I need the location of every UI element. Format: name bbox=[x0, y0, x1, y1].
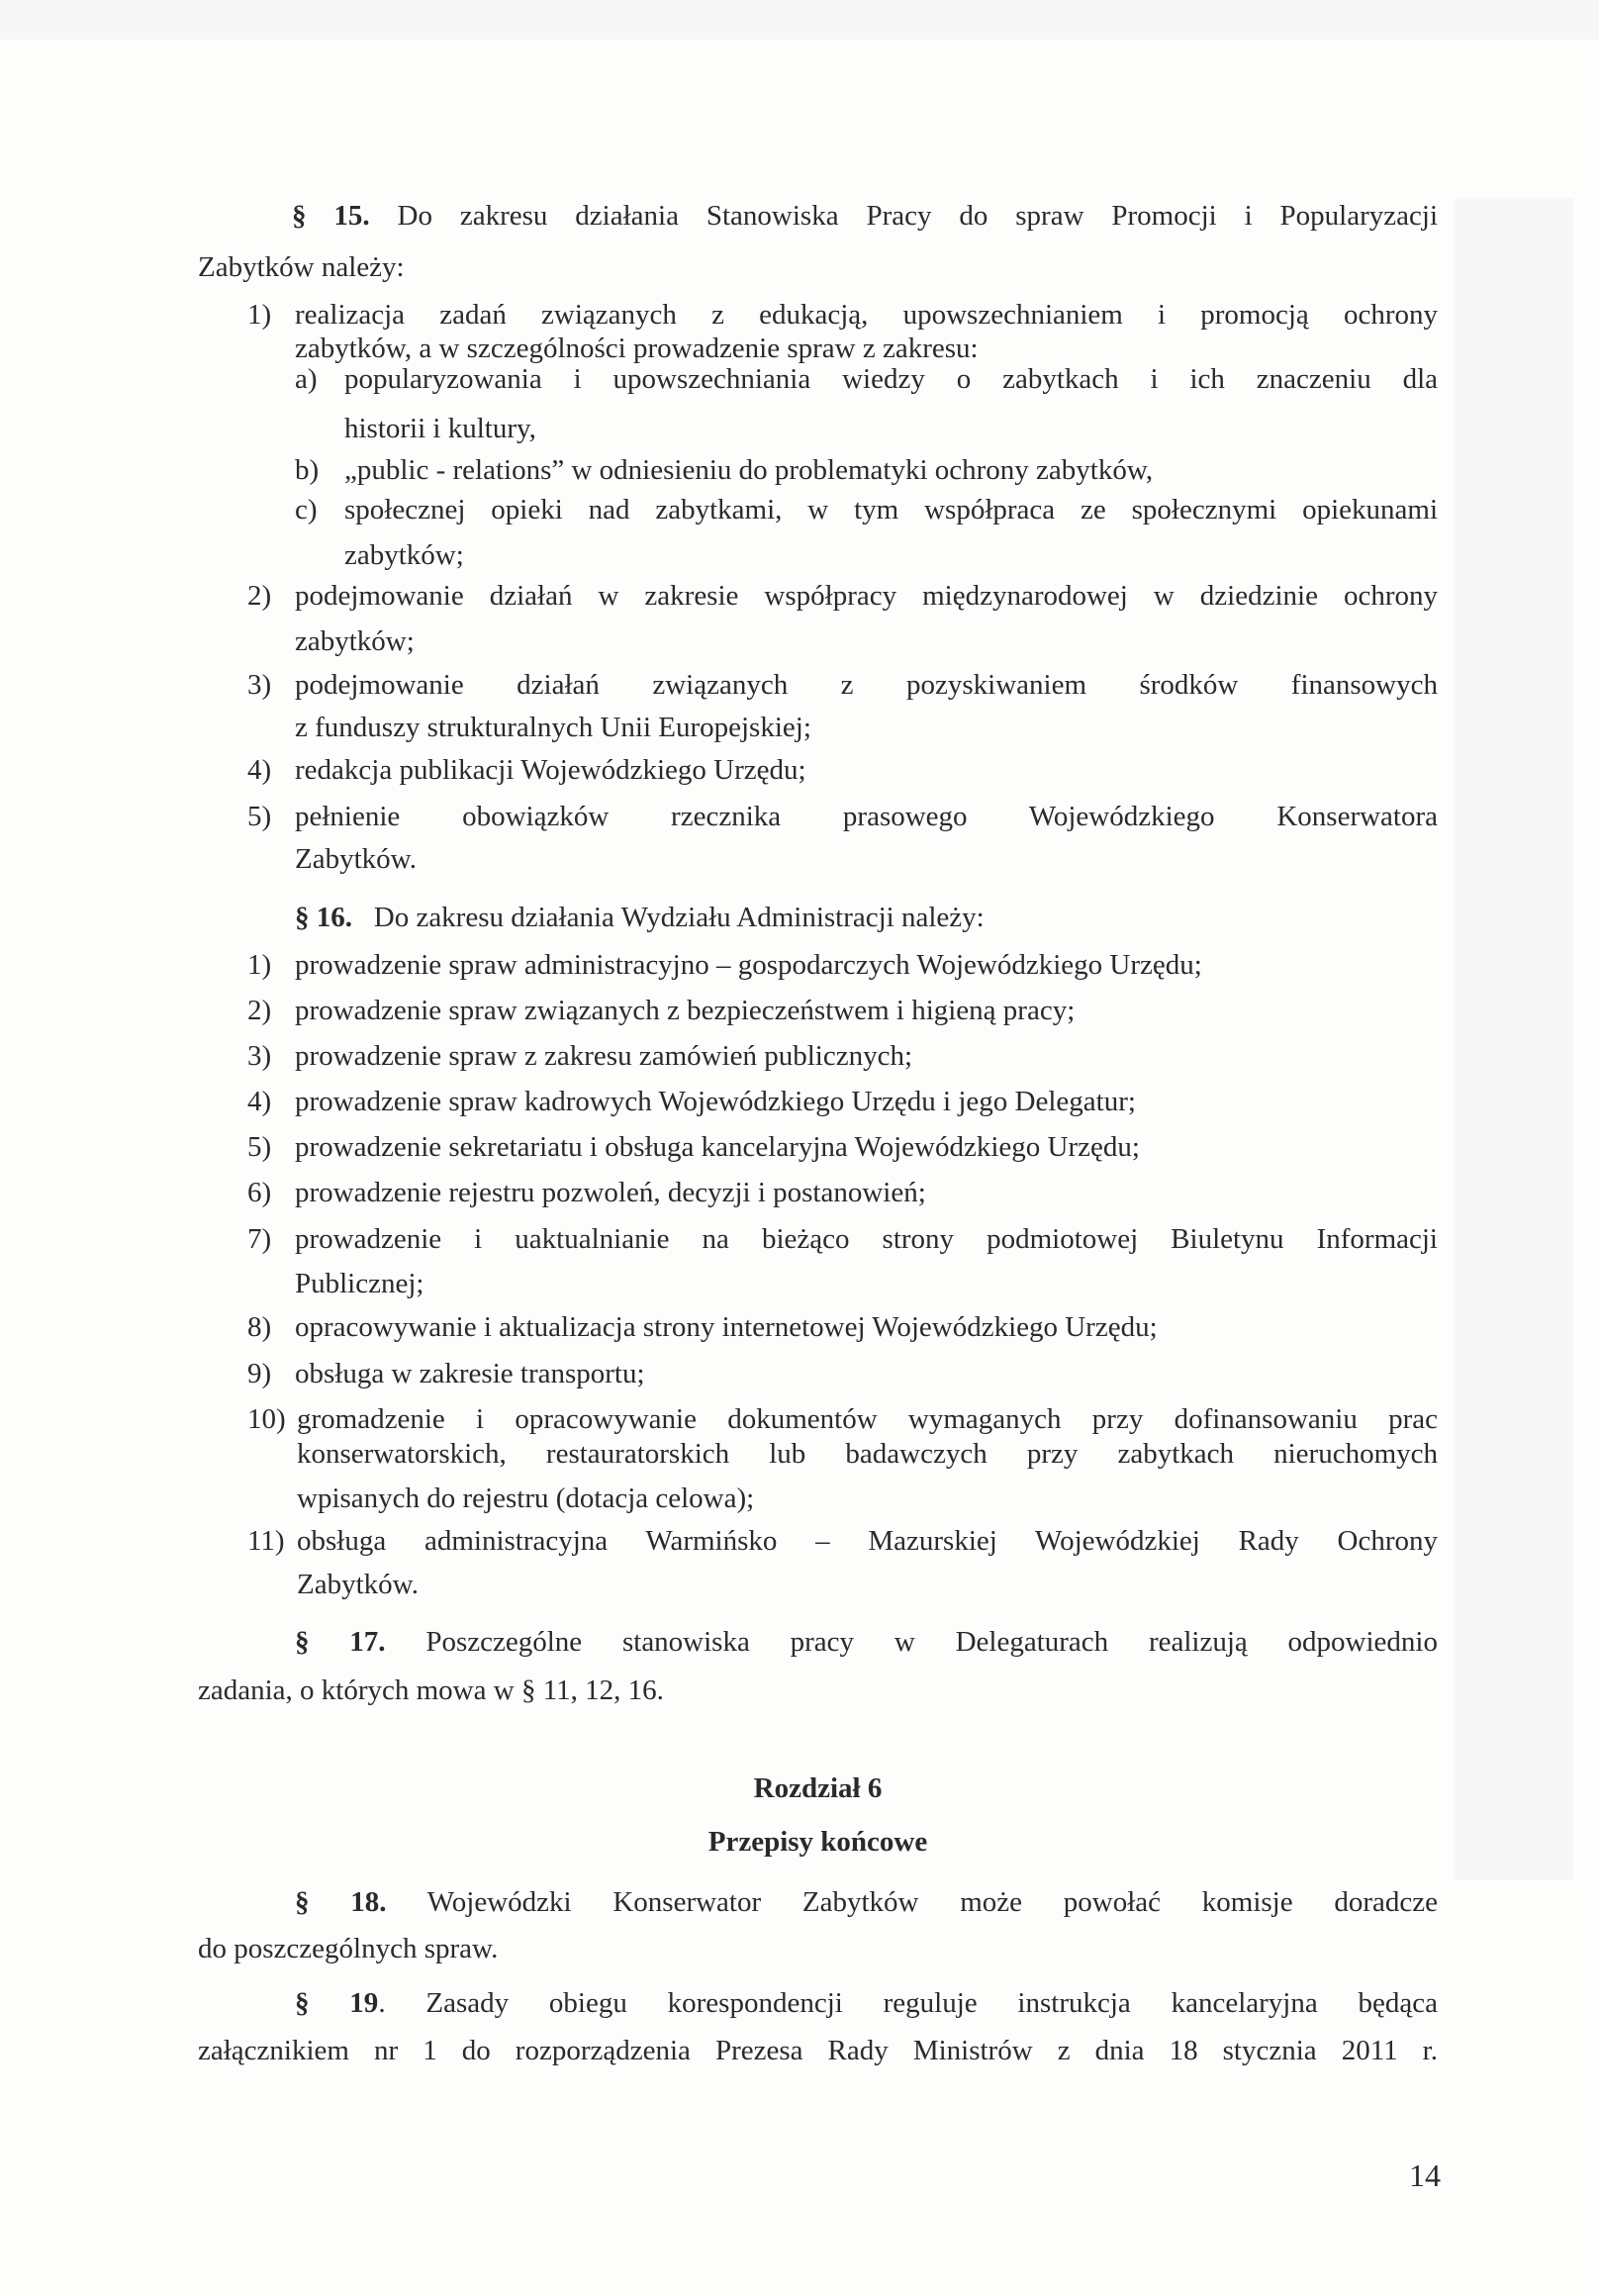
page-number: 14 bbox=[1409, 2157, 1441, 2193]
list-item-text: pełnienie obowiązków rzecznika prasowego Wojewódzkiego Konserwatora bbox=[295, 801, 1438, 832]
list-item-text: z funduszy strukturalnych Unii Europejskiej; bbox=[295, 712, 811, 743]
list-item-text: podejmowanie działań związanych z pozyskiwaniem środków finansowych bbox=[295, 669, 1438, 701]
sublist-item-text: historii i kultury, bbox=[344, 413, 536, 444]
paragraph-18-first-line bbox=[295, 1882, 1438, 1922]
list-number: 1) bbox=[247, 299, 272, 331]
scan-bleed-through bbox=[1455, 198, 1573, 1880]
list-item-text: realizacja zadań związanych z edukacją, upowszechnianiem i promocją ochrony bbox=[295, 299, 1438, 331]
list-item-text: prowadzenie spraw administracyjno – gospodarczych Wojewódzkiego Urzędu; bbox=[295, 949, 1202, 981]
paragraph-mark: § 15. bbox=[292, 200, 370, 232]
list-item-text: prowadzenie sekretariatu i obsługa kancelaryjna Wojewódzkiego Urzędu; bbox=[295, 1131, 1140, 1163]
paragraph-text: Do zakresu działania Stanowiska Pracy do spraw Promocji i Popularyzacji bbox=[397, 200, 1438, 232]
list-item-text: Zabytków. bbox=[297, 1569, 419, 1600]
list-item-text: redakcja publikacji Wojewódzkiego Urzędu; bbox=[295, 754, 806, 786]
list-number: 3) bbox=[247, 669, 272, 701]
sublist-item-text: „public - relations” w odniesieniu do problematyki ochrony zabytków, bbox=[344, 454, 1154, 486]
paragraph-16-first-line bbox=[295, 898, 985, 937]
paragraph-mark: § 16. bbox=[295, 902, 352, 933]
list-number: 1) bbox=[247, 949, 272, 981]
list-number: 8) bbox=[247, 1311, 272, 1343]
scan-bleed-through bbox=[0, 0, 1599, 40]
list-number: 6) bbox=[247, 1177, 272, 1208]
paragraph-15-first-line bbox=[292, 196, 1438, 236]
list-number: 7) bbox=[247, 1223, 272, 1255]
paragraph-text: Do zakresu działania Wydziału Administracji należy: bbox=[373, 902, 985, 933]
list-item-text: obsługa w zakresie transportu; bbox=[295, 1358, 645, 1389]
list-item-text: gromadzenie i opracowywanie dokumentów wymaganych przy dofinansowaniu prac bbox=[297, 1403, 1438, 1435]
sublist-item-text: popularyzowania i upowszechniania wiedzy o zabytkach i ich znaczeniu dla bbox=[344, 363, 1438, 395]
list-number: 4) bbox=[247, 754, 272, 786]
paragraph-text: Zasady obiegu korespondencji reguluje instrukcja kancelaryjna będąca bbox=[425, 1987, 1438, 2019]
list-number: 2) bbox=[247, 580, 272, 612]
paragraph-text: do poszczególnych spraw. bbox=[198, 1933, 499, 1964]
paragraph-mark: § 19 bbox=[295, 1987, 379, 2019]
paragraph-text: Poszczególne stanowiska pracy w Delegaturach realizują odpowiednio bbox=[425, 1626, 1438, 1658]
list-item-text: opracowywanie i aktualizacja strony internetowej Wojewódzkiego Urzędu; bbox=[295, 1311, 1158, 1343]
list-item-text: zabytków, a w szczególności prowadzenie spraw z zakresu: bbox=[295, 333, 979, 364]
list-item-text: prowadzenie rejestru pozwoleń, decyzji i postanowień; bbox=[295, 1177, 926, 1208]
list-number: 10) bbox=[247, 1403, 286, 1435]
list-item-text: prowadzenie i uaktualnianie na bieżąco strony podmiotowej Biuletynu Informacji bbox=[295, 1223, 1438, 1255]
paragraph-19-first-line bbox=[295, 1983, 1438, 2023]
list-item-text: konserwatorskich, restauratorskich lub badawczych przy zabytkach nieruchomych bbox=[297, 1438, 1438, 1470]
list-item-text: podejmowanie działań w zakresie współpracy międzynarodowej w dziedzinie ochrony bbox=[295, 580, 1438, 612]
list-item-text: obsługa administracyjna Warmińsko – Mazurskiej Wojewódzkiej Rady Ochrony bbox=[297, 1525, 1438, 1557]
sublist-letter: c) bbox=[295, 494, 318, 526]
list-item-text: prowadzenie spraw związanych z bezpieczeństwem i higieną pracy; bbox=[295, 995, 1076, 1026]
list-item-text: Zabytków. bbox=[295, 843, 417, 875]
sublist-item-text: zabytków; bbox=[344, 539, 464, 571]
paragraph-mark-punct: . bbox=[378, 1987, 386, 2019]
list-number: 5) bbox=[247, 801, 272, 832]
paragraph-text: Zabytków należy: bbox=[198, 251, 405, 283]
list-item-text: prowadzenie spraw kadrowych Wojewódzkiego Urzędu i jego Delegatur; bbox=[295, 1086, 1136, 1117]
paragraph-mark: § 18. bbox=[295, 1886, 387, 1918]
list-item-text: prowadzenie spraw z zakresu zamówień publicznych; bbox=[295, 1040, 913, 1072]
sublist-letter: a) bbox=[295, 363, 318, 395]
list-number: 9) bbox=[247, 1358, 272, 1389]
paragraph-17-first-line bbox=[295, 1622, 1438, 1662]
list-number: 11) bbox=[247, 1525, 285, 1557]
list-number: 3) bbox=[247, 1040, 272, 1072]
list-item-text: wpisanych do rejestru (dotacja celowa); bbox=[297, 1483, 755, 1514]
list-item-text: Publicznej; bbox=[295, 1268, 424, 1299]
list-item-text: zabytków; bbox=[295, 625, 415, 657]
list-number: 2) bbox=[247, 995, 272, 1026]
paragraph-text: Wojewódzki Konserwator Zabytków może powołać komisje doradcze bbox=[426, 1886, 1438, 1918]
list-number: 4) bbox=[247, 1086, 272, 1117]
sublist-item-text: społecznej opieki nad zabytkami, w tym współpraca ze społecznymi opiekunami bbox=[344, 494, 1438, 526]
paragraph-text: załącznikiem nr 1 do rozporządzenia Prezesa Rady Ministrów z dnia 18 stycznia 2011 r. bbox=[198, 2035, 1438, 2066]
paragraph-text: zadania, o których mowa w § 11, 12, 16. bbox=[198, 1674, 664, 1706]
chapter-title: Rozdział 6 bbox=[753, 1772, 883, 1804]
paragraph-mark: § 17. bbox=[295, 1626, 386, 1658]
chapter-subtitle: Przepisy końcowe bbox=[707, 1826, 928, 1858]
sublist-letter: b) bbox=[295, 454, 320, 486]
list-number: 5) bbox=[247, 1131, 272, 1163]
paragraph-mark-group bbox=[295, 1987, 386, 2019]
